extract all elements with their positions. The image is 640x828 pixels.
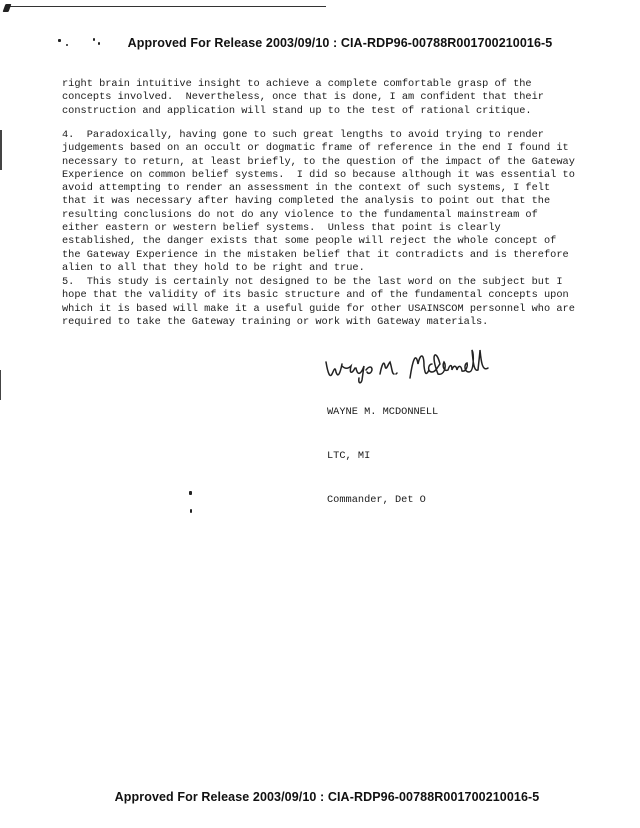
paragraph-4: 4. Paradoxically, having gone to such great lengths to avoid trying to render judgements based on an occult or dogmatic frame of reference in the end I found it necessary to return, at least briefly, to the question of the impact of the Gateway Experience on common belief systems. I did so because although it was essential to avoid attempting to render an assessment in the context of such systems, I felt that it was necessary after having completed the analysis to point out that the resulting conclusions do not do any violence to the fundamental mainstream of either eastern or western belief systems. Unless that point is clearly established, the danger exists that some people will reject the whole concept of the Gateway Experience in the mistaken belief that it contradicts and is therefore alien to all that they hold to be right and true. [62, 129, 575, 274]
scan-speck [189, 491, 192, 495]
paragraph-5: 5. This study is certainly not designed to be the last word on the subject but I hope that the validity of its basic structure and of the fundamental concepts upon which it is based will make it a useful guide for other USAINSCOM personnel who are required to take the Gateway training or work with Gateway materials. [62, 276, 575, 328]
left-edge-mark [0, 370, 1, 400]
scan-speck [190, 509, 192, 513]
release-footer-stamp: Approved For Release 2003/09/10 : CIA-RDP96-00788R001700210016-5 [114, 790, 540, 804]
signature-block [327, 375, 438, 523]
signer-title: Commander, Det O [327, 494, 426, 507]
signer-name: WAYNE M. MCDONNELL [327, 405, 439, 418]
signer-rank: LTC, MI [327, 449, 371, 462]
scan-speck [3, 4, 12, 12]
top-scan-rule [8, 6, 326, 7]
left-edge-mark [0, 130, 2, 170]
continuation-paragraph: right brain intuitive insight to achieve a complete comfortable grasp of the concepts involved. Nevertheless, once that is done, I am confident that their construction and application will stand up to the test of rational critique. [62, 78, 544, 117]
release-header-stamp: Approved For Release 2003/09/10 : CIA-RDP96-00788R001700210016-5 [127, 36, 553, 50]
